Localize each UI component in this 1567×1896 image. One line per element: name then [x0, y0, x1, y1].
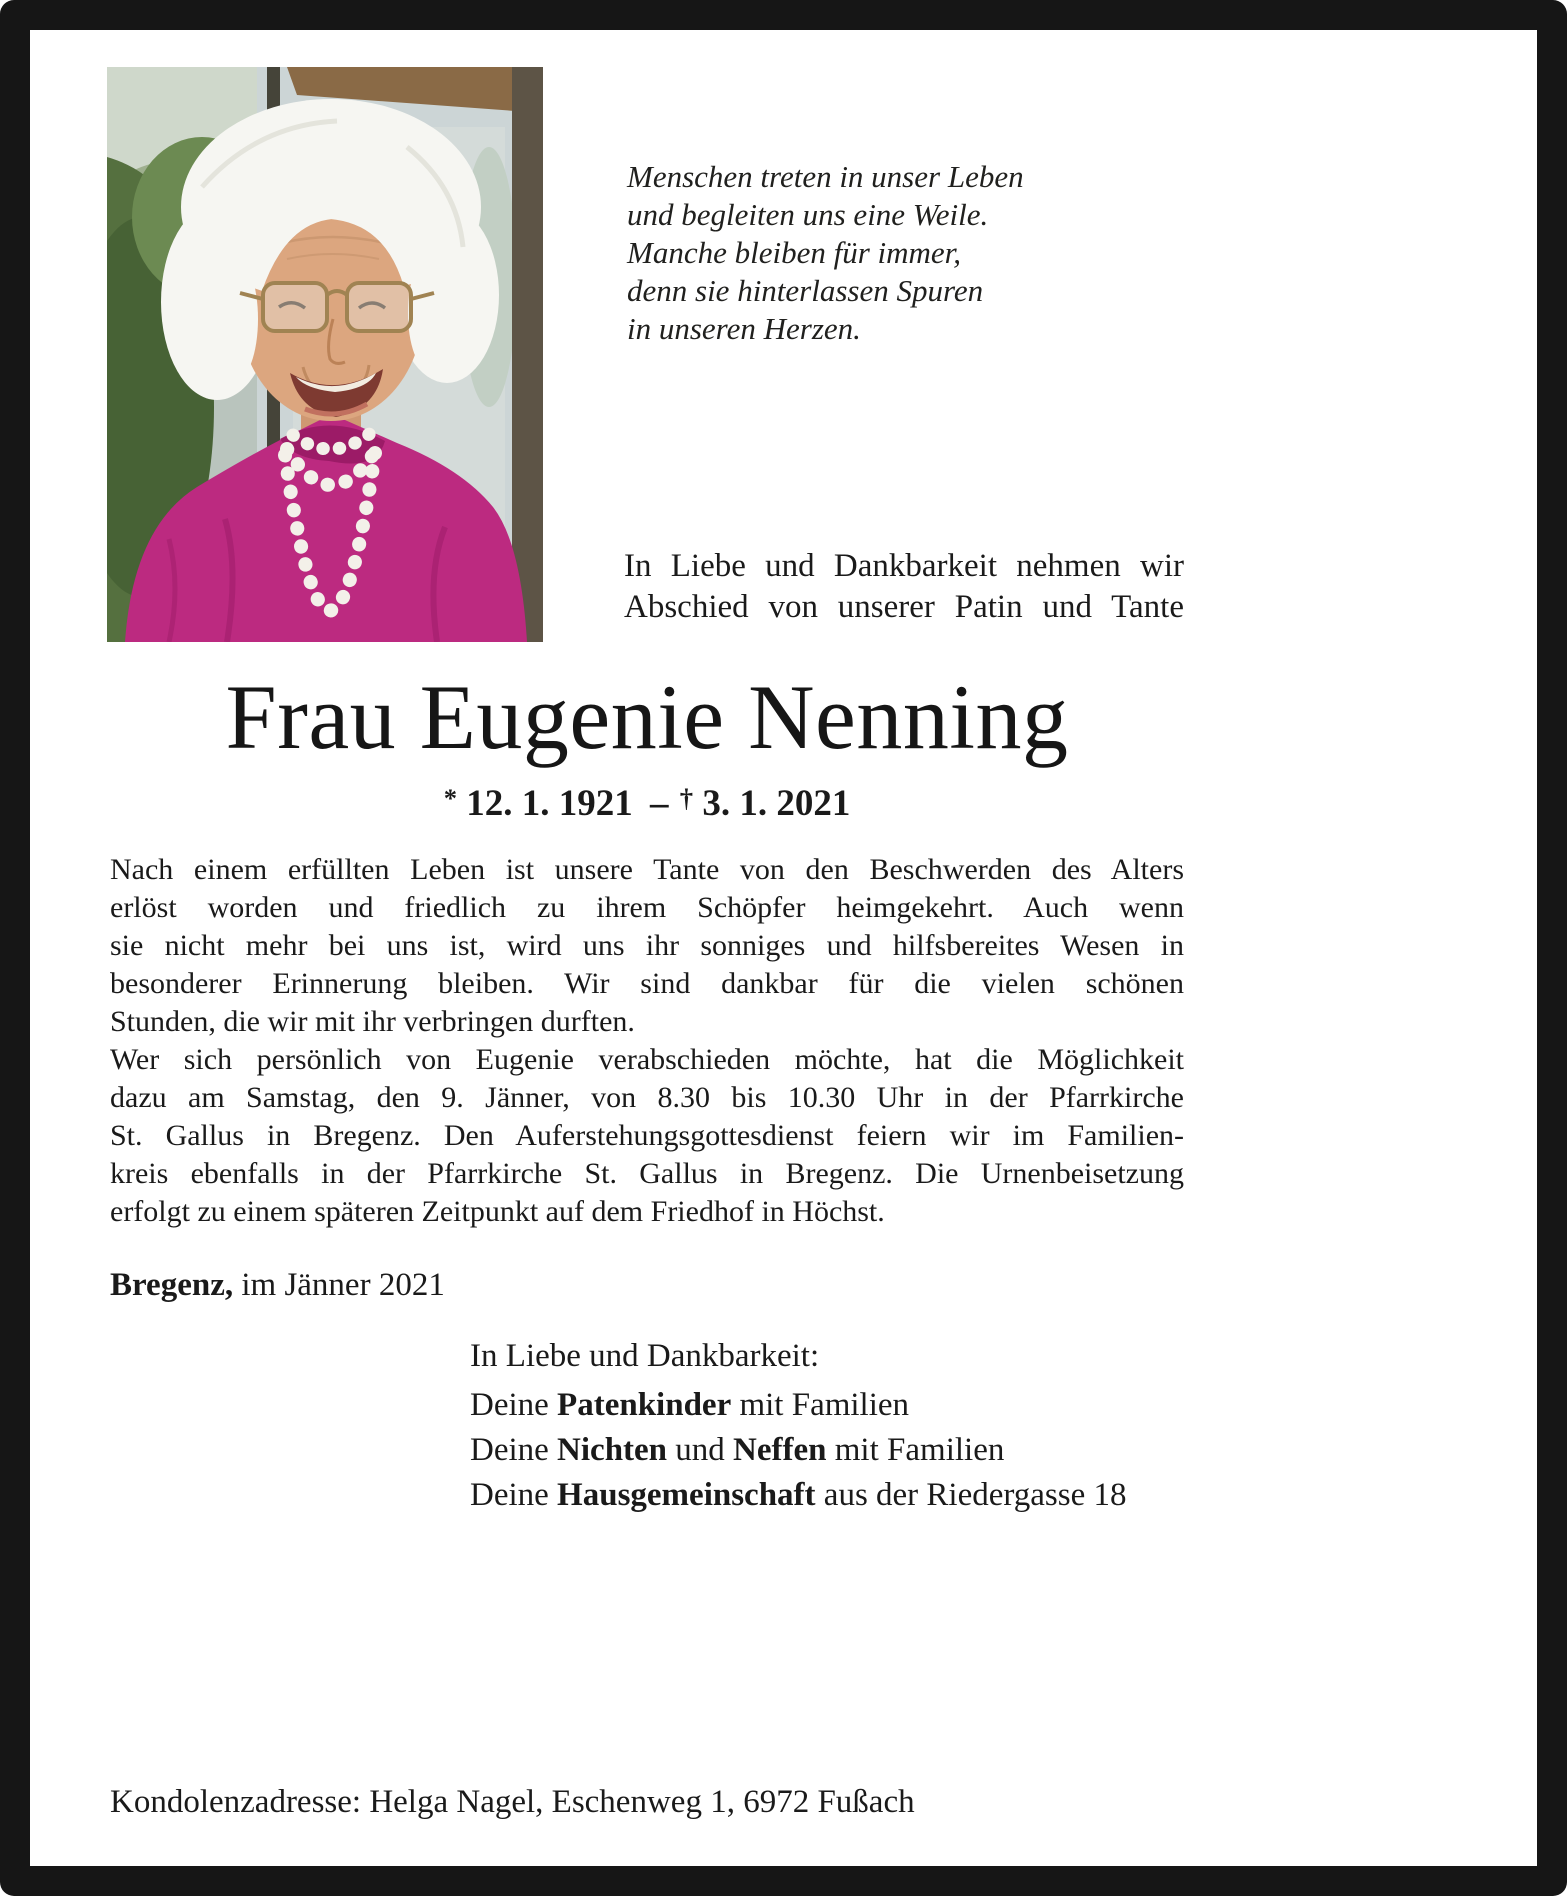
mourner-text: und — [667, 1432, 734, 1469]
text-line: In Liebe und Dankbarkeit nehmen wir — [624, 548, 1184, 584]
place-and-date — [110, 1265, 1184, 1306]
deceased-name: Frau Eugenie Nenning — [225, 666, 1069, 768]
obituary-paragraph-1 — [110, 851, 1184, 1041]
mourner-text: Deine — [470, 1432, 558, 1469]
death-cross-icon: † — [679, 783, 694, 814]
date-text: im Jänner 2021 — [233, 1267, 445, 1304]
mourner-line-nieces-nephews — [470, 1428, 1184, 1473]
obituary-content — [110, 668, 1184, 1823]
obituary-paragraph-2 — [110, 1041, 1184, 1231]
text-line: St. Gallus in Bregenz. Den Auferstehungsgottesdienst feiern wir im Familien- — [110, 1119, 1184, 1153]
portrait-photo — [107, 67, 543, 642]
text-line: kreis ebenfalls in der Pfarrkirche St. Gallus in Bregenz. Die Urnenbeisetzung — [110, 1157, 1184, 1191]
life-dates — [110, 777, 1184, 825]
mourner-text: mit Familien — [826, 1432, 1005, 1469]
text-line: Manche bleiben für immer, — [627, 235, 962, 270]
mourner-text: Deine — [470, 1387, 558, 1424]
text-line: denn sie hinterlassen Spuren — [627, 273, 984, 308]
text-line: erfolgt zu einem späteren Zeitpunkt auf dem Friedhof in Höchst. — [110, 1195, 885, 1229]
mourner-text: mit Familien — [731, 1387, 910, 1424]
place-name: Bregenz, — [110, 1267, 234, 1304]
birth-star-icon: * — [443, 783, 457, 814]
mourner-bold: Patenkinder — [557, 1387, 732, 1424]
text-line: Nach einem erfüllten Leben ist unsere Tante von den Beschwerden des Alters — [110, 853, 1184, 887]
mourner-bold: Neffen — [733, 1432, 827, 1469]
mourner-line-godchildren — [470, 1383, 1184, 1428]
mourners-list — [470, 1383, 1184, 1518]
closing-line: In Liebe und Dankbarkeit: — [470, 1338, 820, 1375]
text-line: Stunden, die wir mit ihr verbringen durften. — [110, 1005, 635, 1039]
mourner-text: aus der Riedergasse 18 — [815, 1477, 1127, 1514]
mourner-text: Deine — [470, 1477, 558, 1514]
text-line: Menschen treten in unser Leben — [627, 159, 1024, 194]
text-line: besonderer Erinnerung bleiben. Wir sind dankbar für die vielen schönen — [110, 967, 1184, 1001]
death-date: 3. 1. 2021 — [702, 783, 851, 825]
text-line: und begleiten uns eine Weile. — [627, 197, 989, 232]
condolence-address: Kondolenzadresse: Helga Nagel, Eschenweg 1, 6972 Fußach — [110, 1784, 915, 1821]
intro-text — [624, 546, 1184, 628]
text-line: sie nicht mehr bei uns ist, wird uns ihr sonniges und hilfsbereites Wesen in — [110, 929, 1184, 963]
text-line: in unseren Herzen. — [627, 311, 861, 346]
memorial-poem — [627, 158, 1024, 348]
portrait-illustration — [107, 67, 543, 642]
mourner-bold: Hausgemeinschaft — [557, 1477, 816, 1514]
text-line: dazu am Samstag, den 9. Jänner, von 8.30 bis 10.30 Uhr in der Pfarrkirche — [110, 1081, 1184, 1115]
birth-date: 12. 1. 1921 — [466, 783, 633, 825]
text-line: Abschied von unserer Patin und Tante — [624, 589, 1184, 625]
mourner-line-house-community — [470, 1473, 1184, 1518]
top-section — [30, 30, 1537, 642]
text-line: erlöst worden und friedlich zu ihrem Schöpfer heimgekehrt. Auch wenn — [110, 891, 1184, 925]
dates-separator: – — [650, 783, 669, 825]
text-line: Wer sich persönlich von Eugenie verabschieden möchte, hat die Möglichkeit — [110, 1043, 1184, 1077]
mourner-bold: Nichten — [557, 1432, 668, 1469]
